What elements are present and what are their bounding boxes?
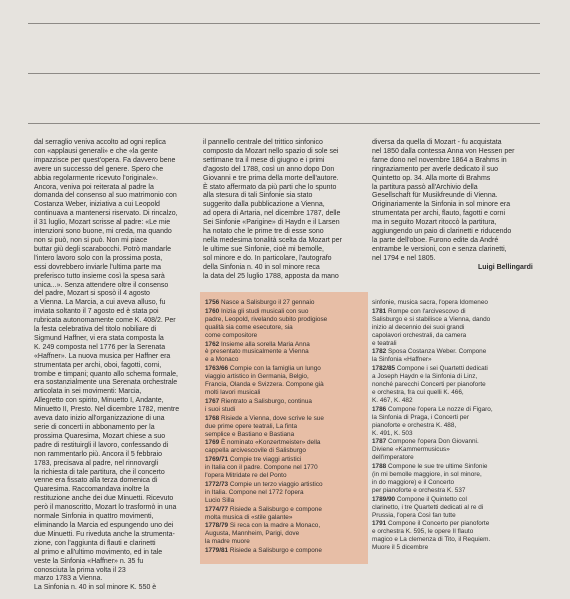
chronology-text: Nasce a Salisburgo il 27 gennaio (221, 299, 315, 306)
top-rule-2 (28, 73, 540, 74)
chronology-year: 1769 (205, 439, 220, 447)
chronology-text: Inizia gli studi musicali con suo padre, Leopold, rivelando subito prodigiose qualità sia come esecutore, sia come compositore (205, 307, 328, 339)
chronology-year: 1786 (372, 405, 387, 413)
chronology-entry (372, 348, 540, 364)
top-rule-1 (28, 23, 540, 24)
chronology-entry (372, 496, 540, 520)
chronology-entry (372, 438, 540, 462)
chronology-year: 1756 (205, 299, 220, 306)
chronology-year: 1772/73 (205, 480, 229, 488)
chronology-entry (205, 456, 365, 480)
chronology-text: sinfonie, musica sacra, l'opera Idomeneo (372, 299, 488, 306)
chronology-year: 1788 (372, 463, 387, 471)
chronology-text: È nominato «Konzertmeister» della cappella arcivescovile di Salisburgo (205, 439, 321, 455)
chronology-entry (205, 398, 365, 414)
chronology-entry (372, 299, 540, 307)
chronology-entry (372, 308, 540, 348)
chronology-text: Compone l'opera Don Giovanni. Diviene «Kammermusicus» dell'imperatore (372, 438, 479, 462)
chronology-year: 1781 (372, 307, 387, 315)
chronology-text: Si reca con la madre a Monaco, Augusta, Mannheim, Parigi, dove la madre muore (205, 522, 321, 546)
chronology-year: 1767 (205, 397, 220, 405)
chronology-year: 1791 (372, 520, 387, 528)
chronology-year: 1782 (372, 348, 387, 356)
chronology-text: Compone le sue tre ultime Sinfonie (in mi bemolle maggiore, in sol minore, in do maggiore) e il Concerto per pianoforte e orchestra K. 537 (372, 463, 488, 494)
chronology-text: Risiede a Salisburgo e compone (229, 547, 322, 555)
chronology-year: 1774/77 (205, 505, 229, 513)
text-column-2: il pannello centrale del trittico sinfonico composto da Mozart nello spazio di sole sei settimane tra il mese di giugno e i primi d'agosto del 1788, così un anno dopo Don Giovanni e tre prima della morte dell'autore. È stato affermato da più parti che lo spunto alla stesura di tali Sinfonie sia stato suggerito dalla pubblicazione a Vienna, ad opera di Artaria, nel dicembre 1787, delle Sei Sinfonie «Parigine» di Haydn e il Larsen ha notato che le prime tre di esse sono nella medesima tonalità scelta da Mozart per le ultime sue Sinfonie, cioè mi bemolle, sol minore e do. In particolare, l'autografo della Sinfonia n. 40 in sol minore reca la data del 25 luglio 1788, apposta da mano (203, 139, 342, 280)
chronology-year: 1778/79 (205, 522, 229, 530)
chronology-entry (372, 520, 540, 552)
chronology-entry (205, 308, 365, 340)
chronology-box (200, 292, 368, 564)
chronology-text: Compone il Quintetto col clarinetto, i tre Quartetti dedicati al re di Prussia, l'opera Così fan tutte (372, 495, 484, 519)
chronology-text: Rompe con l'arcivescovo di Salisburgo e si stabilisce a Vienna, dando inizio al decennio dei suoi grandi capolavori orchestrali, da camera e teatrali (372, 307, 491, 347)
chronology-entry (205, 506, 365, 522)
chronology-entry (205, 522, 365, 546)
chronology-text: Compone l'opera Le nozze di Figaro, la Sinfonia di Praga, i Concerti per pianoforte e orchestra K. 488, K. 491, K. 503 (372, 405, 493, 437)
chronology-entry (205, 415, 365, 439)
chronology-year: 1762 (205, 340, 220, 348)
text-column-1: dal serraglio veniva accolto ad ogni replica con «applausi generali» e che «la gente impazzisce per quest'opera. Fa davvero bene avere un successo del genere. Spero che abbia regolarmente ricevuto l'originale». Ancora, veniva poi reiterata al padre la domanda del consenso al suo matrimonio con Costanza Weber, iniziativa a cui Leopold continuava a mantenersi riservato. Di rincalzo, il 31 luglio, Mozart scrisse al padre: «Le mie intenzioni sono buone, mi creda, ma quando non si può, non si può. Non mi piace buttar giù degli scarabocchi. Potrò mandarle l'intero lavoro solo con la prossima posta, essi dovrebbero inviarle l'ultima parte ma preferisco tutto insieme così la spesa sarà unica...». Senza attendere oltre il consenso del padre, Mozart si sposò il 4 agosto a Vienna. La Marcia, a cui aveva alluso, fu inviata soltanto il 7 agosto ed è stata poi rubricata autonomamente come K. 408/2. Per la festa celebrativa del titolo nobiliare di Sigmund Haffner, vi era stata composta la K. 249 composta nel 1776 per la Serenata «Haffner». La nuova musica per Haffner era strumentata per archi, oboi, fagotti, corni, trombe e timpani; quanto allo schema formale, era sostanzialmente una Serenata orchestrale articolata in sei movimenti: Marcia, Allegretto con spirito, Minuetto I, Andante, Minuetto II, Presto. Nel dicembre 1782, mentre aveva dato inizio all'organizzazione di una serie di concerti in abbonamento per la prossima Quaresima, Mozart chiese a suo padre di restituirgli il lavoro, confessando di non rammentarlo più. Ancora il 5 febbraio 1783, precisava al padre, nel rinnovargli la richiesta di tale partitura, che il concerto venne era fissato alla terza domenica di Quaresima. Raccomandava inoltre la restituzione anche dei due Minuetti. Ricevuto però il manoscritto, Mozart lo trasformò in una normale Sinfonia in quattro movimenti, eliminando la Marcia ed espungendo uno dei due Minuetti. Fu riveduta anche la strumenta- zione, con l'aggiunta di flauti e clarinetti al primo e all'ultimo movimento, ed in tale veste la Sinfonia «Haffner» n. 35 fu conosciuta la prima volta il 23 marzo 1783 a Vienna. La Sinfonia n. 40 in sol minore K. 550 è (34, 139, 180, 592)
author-signature: Luigi Bellingardi (478, 264, 533, 271)
chronology-left (205, 299, 365, 556)
chronology-text: Compie tre viaggi artistici in Italia con il padre. Compone nel 1770 l'opera Mitridate re del Ponto (205, 456, 318, 480)
chronology-entry (372, 463, 540, 495)
chronology-text: Compone i sei Quartetti dedicati a Joseph Haydn e la Sinfonia di Linz, nonché parecchi Concerti per pianoforte e orchestra, fra cui quelli K. 466, K. 467, K. 482 (372, 365, 488, 404)
chronology-text: Insieme alla sorella Maria Anna è presentato musicalmente a Vienna e a Monaco (205, 340, 310, 364)
chronology-entry (372, 365, 540, 405)
chronology-year: 1769/71 (205, 456, 229, 464)
chronology-year: 1768 (205, 414, 220, 422)
chronology-text: Compone il Concerto per pianoforte e orchestra K. 595, le opere Il flauto magico e La clemenza di Tito, il Requiem. Muore il 5 dicembre (372, 520, 491, 552)
chronology-year: 1763/66 (205, 365, 229, 373)
chronology-entry (205, 299, 365, 307)
chronology-text: Sposa Costanza Weber. Compone la Sinfonia «Haffner» (372, 348, 487, 364)
chronology-year: 1760 (205, 307, 220, 315)
chronology-text: Risiede a Vienna, dove scrive le sue due prime opere teatrali, La finta semplice e Bastiano e Bastiana (205, 414, 324, 438)
chronology-year: 1782/85 (372, 365, 396, 373)
chronology-year: 1779/81 (205, 547, 229, 555)
chronology-year: 1787 (372, 438, 387, 446)
chronology-entry (205, 341, 365, 365)
chronology-right (372, 299, 540, 553)
chronology-text: Rientrato a Salisburgo, continua i suoi studi (205, 397, 312, 413)
chronology-text: Risiede a Salisburgo e compone molta musica di «stile galante» (205, 505, 322, 521)
chronology-entry (205, 439, 365, 455)
chronology-entry (372, 406, 540, 438)
chronology-text: Compie un terzo viaggio artistico in Italia. Compone nel 1772 l'opera Lucio Silla (205, 480, 323, 504)
chronology-entry (205, 481, 365, 505)
chronology-entry (205, 547, 365, 555)
chronology-year: 1789/90 (372, 495, 396, 503)
text-column-3: diversa da quella di Mozart - fu acquistata nel 1850 dalla contessa Anna von Hessen per farne dono nel novembre 1864 a Brahms in ringraziamento per averle dedicato il suo Quintetto op. 34. Alla morte di Brahms la partitura passò all'Archivio della Gesellschaft für Musikfreunde di Vienna. Originariamente la Sinfonia in sol minore era strumentata per archi, flauto, fagotti e corni ma in seguito Mozart ritoccò la partitura, aggiungendo un paio di clarinetti e riducendo la parte dell'oboe. Furono edite da André entrambe le versioni, con e senza clarinetti, nel 1794 e nel 1805. (372, 139, 515, 262)
top-rule-3 (28, 123, 540, 124)
chronology-entry (205, 365, 365, 397)
chronology-text: Compie con la famiglia un lungo viaggio artistico in Germania, Belgio, Francia, Olanda e Svizzera. Compone già molti lavori musicali (205, 365, 324, 396)
